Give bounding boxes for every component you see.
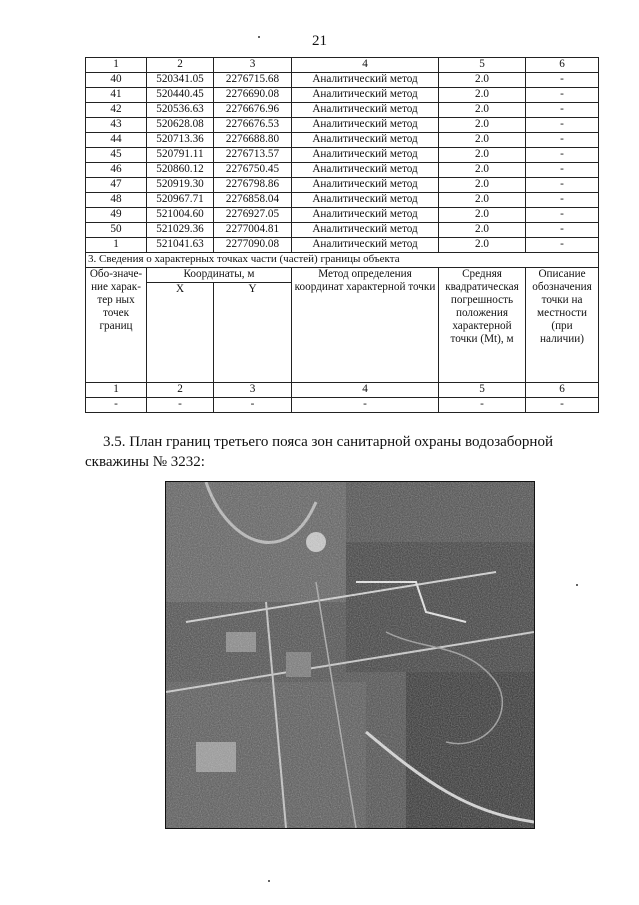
empty-cell: - bbox=[526, 398, 599, 413]
caption-line-1: 3.5. План границ третьего пояса зон санитарной охраны водозаборной bbox=[103, 434, 553, 450]
sub-number-cell: 6 bbox=[526, 383, 599, 398]
coord-x: 520628.08 bbox=[147, 118, 214, 133]
coord-y: 2276715.68 bbox=[214, 73, 292, 88]
table-row bbox=[86, 148, 599, 163]
header-cell: 6 bbox=[526, 58, 599, 73]
sub-header-description: Описание обозначения точки на местности (при наличии) bbox=[526, 268, 599, 383]
header-cell: 1 bbox=[86, 58, 147, 73]
empty-cell: - bbox=[86, 398, 147, 413]
coord-y: 2276688.80 bbox=[214, 133, 292, 148]
mt: 2.0 bbox=[439, 178, 526, 193]
coordinates-table bbox=[85, 57, 599, 413]
header-cell: 2 bbox=[147, 58, 214, 73]
sub-header-mt: Средняя квадратическая погрешность положения характерной точки (Mt), м bbox=[439, 268, 526, 383]
point-number: 41 bbox=[86, 88, 147, 103]
coord-y: 2276676.53 bbox=[214, 118, 292, 133]
method: Аналитический метод bbox=[292, 118, 439, 133]
coord-y: 2276713.57 bbox=[214, 148, 292, 163]
coord-x: 520967.71 bbox=[147, 193, 214, 208]
mt: 2.0 bbox=[439, 133, 526, 148]
coord-y: 2276798.86 bbox=[214, 178, 292, 193]
coord-y: 2276750.45 bbox=[214, 163, 292, 178]
description: - bbox=[526, 163, 599, 178]
empty-cell: - bbox=[214, 398, 292, 413]
point-number: 47 bbox=[86, 178, 147, 193]
description: - bbox=[526, 133, 599, 148]
method: Аналитический метод bbox=[292, 73, 439, 88]
table-row bbox=[86, 193, 599, 208]
table-row bbox=[86, 208, 599, 223]
mt: 2.0 bbox=[439, 208, 526, 223]
description: - bbox=[526, 193, 599, 208]
method: Аналитический метод bbox=[292, 148, 439, 163]
section-caption bbox=[85, 432, 599, 472]
section-title-row bbox=[86, 253, 599, 268]
point-number: 46 bbox=[86, 163, 147, 178]
table-row bbox=[86, 118, 599, 133]
description: - bbox=[526, 148, 599, 163]
table-row bbox=[86, 88, 599, 103]
coord-y: 2277090.08 bbox=[214, 238, 292, 253]
sub-header-y: Y bbox=[214, 283, 292, 383]
point-number: 1 bbox=[86, 238, 147, 253]
coord-x: 521029.36 bbox=[147, 223, 214, 238]
table-row bbox=[86, 238, 599, 253]
mt: 2.0 bbox=[439, 103, 526, 118]
point-number: 42 bbox=[86, 103, 147, 118]
header-cell: 4 bbox=[292, 58, 439, 73]
mt: 2.0 bbox=[439, 223, 526, 238]
sub-number-cell: 2 bbox=[147, 383, 214, 398]
sub-header-designation: Обо-значе-ние харак-тер ных точек границ bbox=[86, 268, 147, 383]
coord-x: 520791.11 bbox=[147, 148, 214, 163]
sub-header-method: Метод определения координат характерной точки bbox=[292, 268, 439, 383]
table-row bbox=[86, 223, 599, 238]
empty-row bbox=[86, 398, 599, 413]
page-number: 21 bbox=[312, 33, 327, 49]
description: - bbox=[526, 88, 599, 103]
description: - bbox=[526, 103, 599, 118]
coord-x: 520440.45 bbox=[147, 88, 214, 103]
point-number: 50 bbox=[86, 223, 147, 238]
mt: 2.0 bbox=[439, 118, 526, 133]
method: Аналитический метод bbox=[292, 88, 439, 103]
empty-cell: - bbox=[439, 398, 526, 413]
sub-number-cell: 3 bbox=[214, 383, 292, 398]
method: Аналитический метод bbox=[292, 178, 439, 193]
coord-y: 2277004.81 bbox=[214, 223, 292, 238]
mt: 2.0 bbox=[439, 148, 526, 163]
coord-y: 2276858.04 bbox=[214, 193, 292, 208]
section-title: 3. Сведения о характерных точках части (частей) границы объекта bbox=[86, 253, 599, 268]
header-cell: 5 bbox=[439, 58, 526, 73]
point-number: 40 bbox=[86, 73, 147, 88]
table-row bbox=[86, 133, 599, 148]
scan-speck bbox=[258, 36, 260, 38]
method: Аналитический метод bbox=[292, 163, 439, 178]
method: Аналитический метод bbox=[292, 238, 439, 253]
empty-cell: - bbox=[292, 398, 439, 413]
coord-x: 520536.63 bbox=[147, 103, 214, 118]
sub-header-row-1 bbox=[86, 268, 599, 283]
table-row bbox=[86, 178, 599, 193]
point-number: 45 bbox=[86, 148, 147, 163]
point-number: 43 bbox=[86, 118, 147, 133]
table-row bbox=[86, 73, 599, 88]
table-row bbox=[86, 163, 599, 178]
method: Аналитический метод bbox=[292, 223, 439, 238]
coord-x: 520713.36 bbox=[147, 133, 214, 148]
description: - bbox=[526, 223, 599, 238]
sub-number-cell: 4 bbox=[292, 383, 439, 398]
coord-x: 521041.63 bbox=[147, 238, 214, 253]
table-row bbox=[86, 103, 599, 118]
coord-y: 2276927.05 bbox=[214, 208, 292, 223]
method: Аналитический метод bbox=[292, 133, 439, 148]
coord-y: 2276690.08 bbox=[214, 88, 292, 103]
sub-number-cell: 5 bbox=[439, 383, 526, 398]
sub-number-row bbox=[86, 383, 599, 398]
coord-y: 2276676.96 bbox=[214, 103, 292, 118]
description: - bbox=[526, 118, 599, 133]
coord-x: 520860.12 bbox=[147, 163, 214, 178]
sub-header-x: X bbox=[147, 283, 214, 383]
coord-x: 520341.05 bbox=[147, 73, 214, 88]
method: Аналитический метод bbox=[292, 193, 439, 208]
scan-speck bbox=[268, 880, 270, 882]
header-cell: 3 bbox=[214, 58, 292, 73]
caption-line-2: скважины № 3232: bbox=[85, 454, 205, 470]
sub-number-cell: 1 bbox=[86, 383, 147, 398]
point-number: 49 bbox=[86, 208, 147, 223]
header-number-row bbox=[86, 58, 599, 73]
mt: 2.0 bbox=[439, 88, 526, 103]
description: - bbox=[526, 178, 599, 193]
aerial-photo bbox=[166, 482, 534, 828]
scan-speck bbox=[576, 584, 578, 586]
description: - bbox=[526, 73, 599, 88]
aerial-map-image bbox=[165, 481, 535, 829]
mt: 2.0 bbox=[439, 163, 526, 178]
point-number: 48 bbox=[86, 193, 147, 208]
coord-x: 520919.30 bbox=[147, 178, 214, 193]
mt: 2.0 bbox=[439, 73, 526, 88]
mt: 2.0 bbox=[439, 193, 526, 208]
description: - bbox=[526, 208, 599, 223]
method: Аналитический метод bbox=[292, 208, 439, 223]
sub-header-coordinates: Координаты, м bbox=[147, 268, 292, 283]
point-number: 44 bbox=[86, 133, 147, 148]
method: Аналитический метод bbox=[292, 103, 439, 118]
mt: 2.0 bbox=[439, 238, 526, 253]
empty-cell: - bbox=[147, 398, 214, 413]
coord-x: 521004.60 bbox=[147, 208, 214, 223]
description: - bbox=[526, 238, 599, 253]
